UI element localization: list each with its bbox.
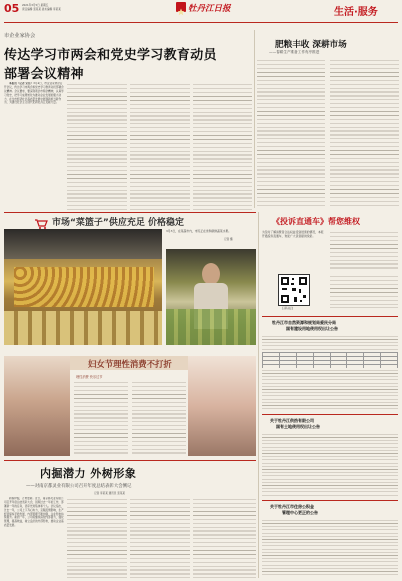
notice-heat-title-2: 国有土地使用权出让公告	[276, 424, 320, 429]
bottom-body-text: 新春伊始，万象更新。近日，南京都灵业有限公司召开年度总结表彰大会，回顾过去一年的工作，部署新一年的任务，表彰先进集体和个人。会议指出，过去一年，公司上下齐心协力，克服疫情影响，生产经营保持平稳发展，内部管理不断加强，企业形象持续提升。新的一年，公司将继续深挖内部潜力，强化管理，提高效益，树立良好的外部形象，推动企业高质量发展。	[4, 497, 64, 528]
bottom-body-col-4	[193, 497, 256, 579]
market-photo-main	[4, 229, 162, 345]
notice-land	[262, 318, 398, 412]
lead-body-text: 3月4日，市企业家协会召开会议，传达学习市两会和党史学习教育动员部署会议精神。会议要求，要深刻领会市两会精神，认真学习党史，把学习成果转化为推动企业发展的强大动力，在全市经济社会高质量发展中展现新担当新作为，为建设社会主义现代化新牡丹江贡献力量。	[4, 82, 64, 105]
notice-land-title-1: 牡丹江市自然资源和规划局爱民分局	[272, 320, 336, 325]
notice-fund-text	[262, 518, 398, 576]
feature-rule	[4, 212, 256, 213]
letter-box-body-lower	[330, 274, 398, 308]
notice-land-text-2	[262, 368, 398, 410]
lead-headline-line2: 部署会议精神	[4, 67, 84, 82]
column-divider	[254, 30, 255, 208]
letter-box-body-right	[330, 230, 398, 270]
notice-land-title-2: 国有建设用地使用权出让公告	[286, 326, 338, 331]
women-feature	[4, 356, 256, 458]
letter-box-title: 《投诉直通车》帮您维权	[272, 217, 360, 226]
women-headline: 妇女节理性消费不打折	[88, 359, 172, 369]
notice-heat-title-1: 关于牡丹江供热有限公司	[270, 418, 314, 423]
women-subhead: 理性消费 快乐过节	[76, 375, 103, 379]
lead-article-body	[4, 82, 252, 210]
bottom-body-col-3	[130, 497, 190, 579]
notice-fund-title-2: 管理中心更正的公告	[282, 510, 318, 515]
notice-rule-2	[262, 414, 398, 415]
lead-body-col-3	[130, 82, 190, 210]
bottom-subhead: ——对南京都灵业有限公司召开年度总结表彰大会侧记	[26, 484, 132, 489]
right-column-divider	[258, 212, 259, 578]
lead-byline: 本报讯（记者 宋佳）	[9, 82, 34, 85]
section-title: 生活·服务	[334, 7, 378, 18]
qr-caption: 扫码关注	[282, 306, 294, 310]
notice-rule-3	[262, 500, 398, 501]
market-photo-side	[166, 249, 256, 345]
page-number: 05	[4, 2, 20, 15]
women-body-col-2	[132, 380, 186, 454]
women-photo-left	[4, 356, 70, 456]
notice-heat-text	[262, 432, 398, 496]
lead-body-col-2	[67, 82, 127, 210]
notice-land-text	[262, 334, 398, 350]
bottom-article	[4, 463, 256, 579]
notice-heat	[262, 416, 398, 498]
bottom-rule	[4, 460, 256, 461]
qr-code-icon	[278, 274, 310, 306]
women-body-col-1	[74, 380, 128, 454]
market-headline: 市场“菜篮子”供应充足 价格稳定	[52, 218, 184, 228]
paper-name: 牡丹江日报	[188, 4, 231, 14]
star-icon	[176, 2, 186, 12]
letter-box	[262, 214, 398, 314]
notice-rule-1	[262, 316, 398, 317]
market-feature	[4, 215, 256, 353]
spring-subhead: ——春耕生产准备工作有序推进	[269, 50, 320, 54]
bottom-body-col-2	[67, 497, 127, 579]
masthead	[4, 2, 398, 22]
cart-icon	[34, 215, 48, 227]
lead-kicker: 市企业家协会	[4, 33, 36, 39]
notice-fund	[262, 502, 398, 578]
spring-body-col-2	[330, 58, 399, 208]
women-headline-band	[70, 356, 188, 370]
spring-headline: 肥粮丰收 深耕市场	[275, 40, 347, 50]
market-caption: 3月3日，在某超市内，市民正在选购新鲜蔬菜水果。	[166, 229, 232, 233]
editor-line: 责任编辑 张某某 美术编辑 李某某	[22, 8, 61, 11]
lead-headline-line1: 传达学习市两会和党史学习教育动员	[4, 48, 217, 63]
lead-body-col	[4, 82, 64, 210]
bottom-body-col-1	[4, 497, 64, 579]
notice-land-table	[262, 352, 398, 369]
spring-body-col-1	[257, 58, 325, 208]
masthead-rule	[4, 22, 398, 23]
women-photo-right	[188, 356, 256, 456]
letter-box-body: 为及时了解消费者合法权益受到侵害的情况，本报开通投诉直通车，欢迎广大读者提供线索。	[262, 230, 324, 239]
paper-logo	[170, 1, 240, 15]
notice-fund-title-1: 关于牡丹江市住房公积金	[270, 504, 314, 509]
bottom-headline: 内掘潜力 外树形象	[40, 467, 137, 480]
bottom-byline: 记者 李某某 通讯员 张某某	[94, 492, 126, 495]
market-photo-credit: 记者 摄	[224, 238, 233, 241]
spring-article	[257, 38, 399, 208]
date-line: 2021年3月5日 星期五	[22, 4, 49, 7]
lead-body-col-4	[193, 82, 252, 210]
